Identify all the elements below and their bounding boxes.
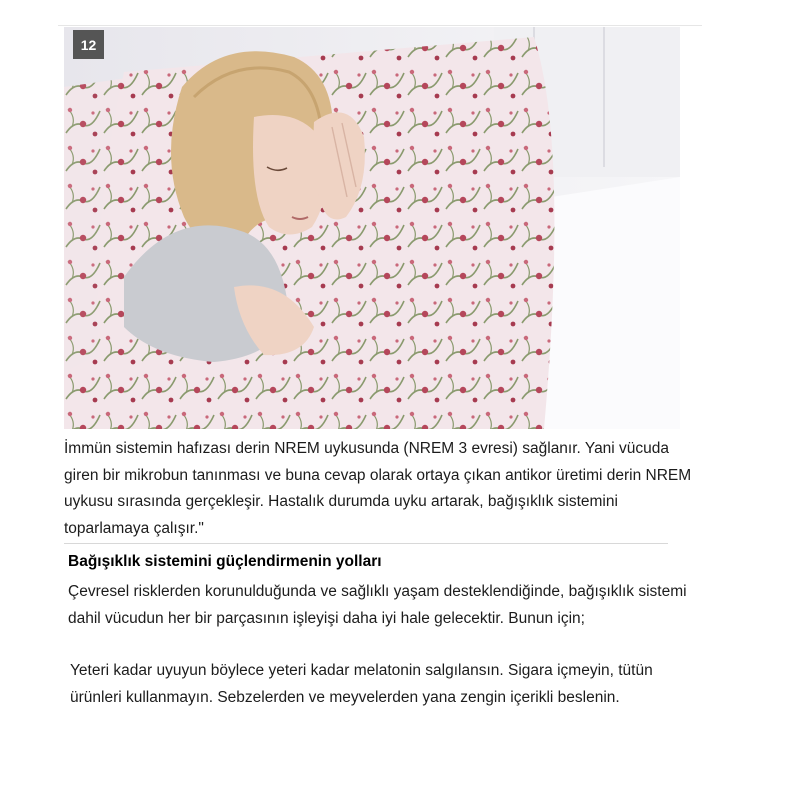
top-divider <box>58 25 702 26</box>
sleeping-woman-illustration <box>64 27 680 429</box>
section-paragraph-2: Yeteri kadar uyuyun böylece yeteri kadar melatonin salgılansın. Sigara içmeyin, tütün ürünleri kullanmayın. Sebzelerden ve meyvelerden yana zengin içerikli beslenin. <box>70 662 653 706</box>
slide-number-badge: 12 <box>73 30 104 59</box>
photo-caption: İmmün sistemin hafızası derin NREM uykusunda (NREM 3 evresi) sağlanır. Yani vücuda giren bir mikrobun tanınması ve buna cevap olarak ortaya çıkan antikor üretimi derin NREM uykusu sırasında gerçekleşir. Hastalık durumda uyku artarak, bağışıklık sistemini toparlamaya çalışır." <box>64 440 692 537</box>
article-photo <box>64 27 680 429</box>
section-heading: Bağışıklık sistemini güçlendirmenin yolları <box>68 553 382 570</box>
section-divider <box>64 543 668 544</box>
section-paragraph-1: Çevresel risklerden korunulduğunda ve sağlıklı yaşam desteklendiğinde, bağışıklık sistemi dahil vücudun her bir parçasının işleyişi daha iyi hale gelecektir. Bunun için; <box>68 583 687 627</box>
